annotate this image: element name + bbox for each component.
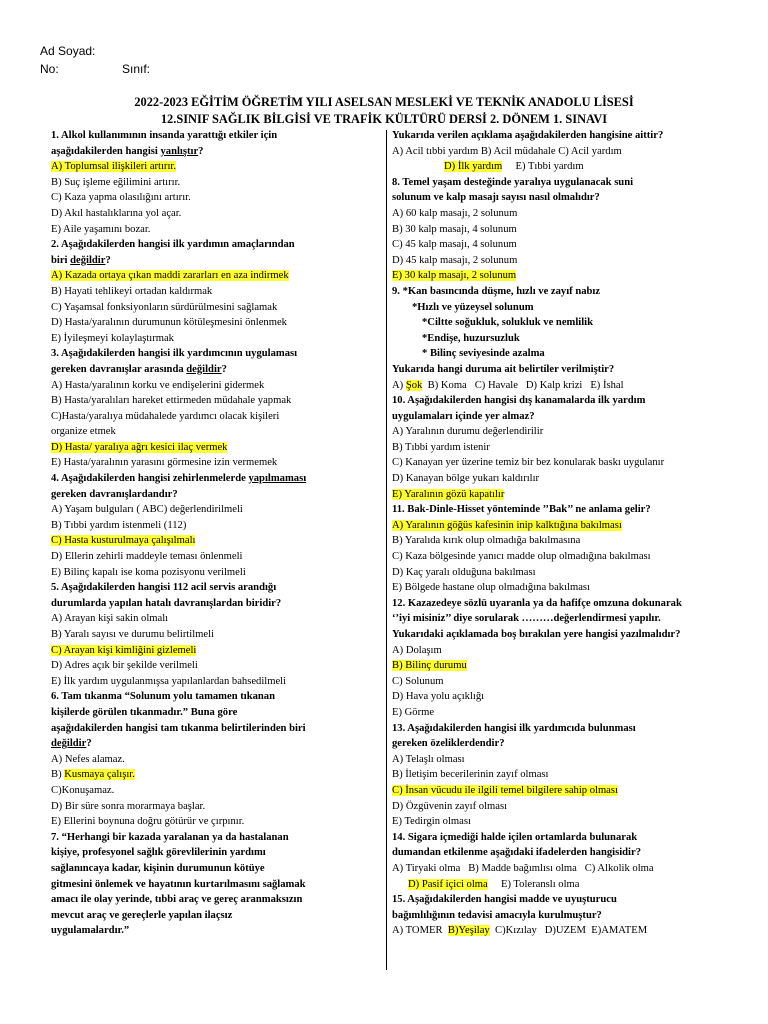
- question-10-stem: 10. Aşağıdakilerden hangisi dış kanamalarda ilk yardım: [392, 395, 646, 407]
- question-9-option-a: Şok: [405, 379, 423, 391]
- right-column: [392, 128, 752, 939]
- question-12-option-e: E) Görme: [392, 706, 435, 718]
- question-12-stem: 12. Kazazedeye sözlü uyaranla ya da hafifçe omzuna dokunarak: [392, 597, 682, 609]
- question-12-option-d: D) Hava yolu açıklığı: [392, 691, 485, 703]
- question-1-option-b: B) Suç işleme eğilimini artırır.: [51, 176, 181, 188]
- question-3-option-e: E) Hasta/yaralının yarasını görmesine izin vermemek: [51, 457, 278, 469]
- question-2-option-b: B) Hayati tehlikeyi ortadan kaldırmak: [51, 285, 213, 297]
- question-1-keyword: yanlıştır: [160, 145, 199, 157]
- question-5-option-c: C) Arayan kişi kimliğini gizlemeli: [51, 644, 197, 656]
- question-7-stem-4: gitmesini önlemek ve hayatının kurtarılmasını sağlamak: [51, 878, 306, 890]
- question-8-stem: 8. Temel yaşam desteğinde yaralıya uygulanacak suni: [392, 176, 634, 188]
- student-class-label: Sınıf:: [122, 62, 151, 76]
- question-2-option-e: E) İyileşmeyi kolaylaştırmak: [51, 332, 174, 344]
- exam-school-title: 2022-2023 EĞİTİM ÖĞRETİM YILI ASELSAN MESLEKİ VE TEKNİK ANADOLU LİSESİ: [134, 95, 634, 109]
- question-11: [392, 502, 752, 596]
- question-4: [51, 471, 379, 580]
- question-10-option-a: A) Yaralının durumu değerlendirilir: [392, 426, 544, 438]
- question-15-stem-cont: bağımlılığının tedavisi amacıyla kurulmuştur?: [392, 909, 602, 921]
- question-7-stem-2: kişiye, profesyonel sağlık görevlilerinin yardımı: [51, 847, 266, 859]
- question-7-stem: 7. “Herhangi bir kazada yaralanan ya da hastalanan: [51, 831, 289, 843]
- question-8-stem-cont: solunum ve kalp masajı sayısı nasıl olmalıdır?: [392, 192, 600, 204]
- question-8-option-b: B) 30 kalp masajı, 4 solunum: [392, 223, 517, 235]
- question-14-stem: 14. Sigara içmediği halde içilen ortamlarda bulunarak: [392, 831, 638, 843]
- question-8-option-d: D) 45 kalp masajı, 2 solunum: [392, 254, 518, 266]
- question-9-symptom-4: *Endişe, huzursuzluk: [422, 332, 520, 344]
- question-3-mark: ?: [221, 363, 227, 375]
- question-5-option-e: E) İlk yardım uygulanmışsa yapılanlardan bahsedilmeli: [51, 675, 287, 687]
- question-6-option-b-letter: B): [51, 769, 65, 781]
- question-8: [392, 175, 752, 284]
- question-10-option-b: B) Tıbbi yardım istenir: [392, 441, 490, 453]
- question-15-options-rest: C)Kızılay D)UZEM E)AMATEM: [489, 925, 648, 937]
- question-3-stem: 3. Aşağıdakilerden hangisi ilk yardımcının uygulaması: [51, 348, 298, 360]
- question-2-option-a: A) Kazada ortaya çıkan maddi zararları en aza indirmek: [51, 270, 289, 282]
- question-3-option-c: C)Hasta/yaralıya müdahalede yardımcı olacak kişileri: [51, 410, 280, 422]
- question-11-option-d: D) Kaç yaralı olduğuna bakılması: [392, 566, 536, 578]
- question-12-stem-cont: ‘’iyi misiniz’’ diye sorularak ………değerlendirmesi yapılır.: [392, 613, 661, 625]
- question-5: [51, 580, 379, 689]
- question-5-stem-cont: durumlarda yapılan hatalı davranışlardan biridir?: [51, 597, 282, 609]
- student-no-label: No:: [40, 62, 59, 76]
- question-13-option-e: E) Tedirgin olması: [392, 816, 471, 828]
- question-7-prompt: Yukarıda verilen açıklama aşağıdakilerden hangisine aittir?: [392, 130, 664, 141]
- question-6: [51, 689, 379, 829]
- question-4-stem: 4. Aşağıdakilerden hangisi zehirlenmelerde: [51, 473, 249, 485]
- question-6-keyword: değildir: [51, 738, 87, 750]
- question-7-stem-7: uygulamalardır.”: [51, 925, 130, 937]
- question-6-stem-cont-2: aşağıdakilerden hangisi tam tıkanma belirtilerinden biri: [51, 722, 306, 734]
- question-8-option-a: A) 60 kalp masajı, 2 solunum: [392, 207, 518, 219]
- question-11-stem: 11. Bak-Dinle-Hisset yönteminde ’’Bak’’ ne anlama gelir?: [392, 504, 651, 516]
- question-9-symptom-3: *Ciltte soğukluk, solukluk ve nemlilik: [422, 317, 594, 329]
- question-6-stem-cont: kişilerde görülen tıkanmadır.” Buna göre: [51, 706, 238, 718]
- question-13-stem: 13. Aşağıdakilerden hangisi ilk yardımcıda bulunması: [392, 722, 636, 734]
- question-2-option-d: D) Hasta/yaralının durumunun kötüleşmesini önlenmek: [51, 317, 287, 329]
- question-3: [51, 346, 379, 471]
- question-6-option-e: E) Ellerini boynuna doğru götürür ve çırpınır.: [51, 816, 245, 828]
- question-1-option-a: A) Toplumsal ilişkileri artırır.: [51, 161, 176, 173]
- question-1-option-e: E) Aile yaşamını bozar.: [51, 223, 151, 235]
- question-4-keyword: yapılmaması: [248, 473, 307, 485]
- question-3-option-b: B) Hasta/yaralıları hareket ettirmeden müdahale yapmak: [51, 395, 292, 407]
- question-14-option-d: D) Pasif içici olma: [408, 878, 488, 890]
- question-7-stem-3: sağlanıncaya kadar, kişinin durumunun kötüye: [51, 862, 265, 874]
- question-11-option-e: E) Bölgede hastane olup olmadığına bakılması: [392, 582, 590, 594]
- question-13: [392, 721, 752, 830]
- question-13-option-b: B) İletişim becerilerinin zayıf olması: [392, 769, 549, 781]
- question-3-option-c-cont: organize etmek: [51, 426, 116, 438]
- question-7-option-d: D) İlk yardım: [444, 161, 503, 173]
- question-7-continued: [392, 128, 752, 175]
- question-2-stem: 2. Aşağıdakilerden hangisi ilk yardımın amaçlarından: [51, 239, 295, 251]
- question-9-symptom-5: * Bilinç seviyesinde azalma: [422, 348, 545, 360]
- question-9-symptom-2: *Hızlı ve yüzeysel solunum: [412, 301, 534, 313]
- question-11-option-c: C) Kaza bölgesinde yanıcı madde olup olmadığına bakılması: [392, 551, 651, 563]
- question-1: [51, 128, 379, 237]
- question-14-options-row-1: A) Tiryaki olma B) Madde bağımlısı olma C) Alkolik olma: [392, 862, 654, 874]
- question-4-option-a: A) Yaşam bulguları ( ABC) değerlendirilmeli: [51, 504, 243, 516]
- question-11-option-b: B) Yaralıda kırık olup olmadığa bakılmasına: [392, 535, 581, 547]
- student-name-label: Ad Soyad:: [40, 44, 96, 58]
- question-15-stem: 15. Aşağıdakilerden hangisi madde ve uyuşturucu: [392, 894, 617, 906]
- question-7-option-e: E) Tıbbi yardım: [502, 161, 584, 173]
- question-7-options-row-1: A) Acil tıbbi yardım B) Acil müdahale C) Acil yardım: [392, 145, 622, 157]
- question-6-mark: ?: [86, 738, 92, 750]
- question-5-stem: 5. Aşağıdakilerden hangisi 112 acil servis arandığı: [51, 582, 277, 594]
- question-7: [51, 830, 379, 939]
- question-6-stem: 6. Tam tıkanma “Solunum yolu tamamen tıkanan: [51, 691, 275, 703]
- question-8-option-e: E) 30 kalp masajı, 2 solunum: [392, 270, 517, 282]
- question-15: [392, 892, 752, 939]
- question-12-option-a: A) Dolaşım: [392, 644, 442, 656]
- question-14: [392, 830, 752, 892]
- question-2-option-c: C) Yaşamsal fonksiyonların sürdürülmesini sağlamak: [51, 301, 278, 313]
- question-4-option-b: B) Tıbbi yardım istenmeli (112): [51, 519, 187, 531]
- question-3-option-a: A) Hasta/yaralının korku ve endişelerini gidermek: [51, 379, 265, 391]
- question-15-option-b: B)Yeşilay: [447, 925, 490, 937]
- question-10-option-e: E) Yaralının gözü kapatılır: [392, 488, 505, 500]
- left-column: [51, 128, 379, 939]
- question-5-option-b: B) Yaralı sayısı ve durumu belirtilmeli: [51, 629, 215, 640]
- question-3-option-d: D) Hasta/ yaralıya ağrı kesici ilaç vermek: [51, 441, 228, 453]
- question-1-stem-cont: aşağıdakilerden hangisi: [51, 145, 161, 157]
- question-12-option-b: B) Bilinç durumu: [392, 660, 467, 672]
- question-10-stem-cont: uygulamaları içinde yer almaz?: [392, 410, 535, 422]
- question-10: [392, 393, 752, 502]
- question-9-options-rest: B) Koma C) Havale D) Kalp krizi E) İshal: [422, 379, 624, 391]
- question-10-option-d: D) Kanayan bölge yukarı kaldırılır: [392, 473, 540, 485]
- question-1-option-c: C) Kaza yapma olasılığını artırır.: [51, 192, 191, 204]
- question-12-option-c: C) Solunum: [392, 675, 444, 687]
- question-3-stem-cont: gereken davranışlar arasında: [51, 363, 187, 375]
- question-3-keyword: değildir: [186, 363, 222, 375]
- question-4-option-d: D) Ellerin zehirli maddeyle teması önlenmeli: [51, 551, 243, 563]
- question-9-stem: 9. *Kan basıncında düşme, hızlı ve zayıf nabız: [392, 285, 601, 297]
- question-1-stem: 1. Alkol kullanımının insanda yarattığı etkiler için: [51, 130, 278, 141]
- question-9-prompt: Yukarıda hangi duruma ait belirtiler verilmiştir?: [392, 363, 615, 375]
- question-2-mark: ?: [105, 254, 111, 266]
- question-5-option-d: D) Adres açık bir şekilde verilmeli: [51, 660, 198, 672]
- question-4-stem-cont: gereken davranışlardandır?: [51, 488, 178, 500]
- question-12: [392, 596, 752, 721]
- question-15-option-a: A) TOMER: [392, 925, 448, 937]
- question-13-stem-cont: gereken özeliklerdendir?: [392, 738, 505, 750]
- question-1-option-d: D) Akıl hastalıklarına yol açar.: [51, 207, 182, 219]
- question-1-mark: ?: [198, 145, 204, 157]
- question-6-option-c: C)Konuşamaz.: [51, 784, 115, 796]
- question-14-stem-cont: dumandan etkilenme aşağıdaki ifadelerden hangisidir?: [392, 847, 641, 859]
- question-13-option-d: D) Özgüvenin zayıf olması: [392, 800, 508, 812]
- question-2: [51, 237, 379, 346]
- question-14-option-e: E) Toleranslı olma: [487, 878, 580, 890]
- question-2-stem-cont: biri: [51, 254, 71, 266]
- question-7-stem-6: mevcut araç ve gereçlerle yapılan ilaçsız: [51, 909, 233, 921]
- question-4-option-e: E) Bilinç kapalı ise koma pozisyonu verilmeli: [51, 566, 246, 578]
- column-divider: [386, 130, 387, 970]
- question-5-option-a: A) Arayan kişi sakin olmalı: [51, 613, 169, 625]
- question-12-prompt: Yukarıdaki açıklamada boş bırakılan yere hangisi yazılmalıdır?: [392, 629, 681, 640]
- question-2-keyword: değildir: [70, 254, 106, 266]
- question-9-option-a-letter: A): [392, 379, 406, 391]
- question-6-option-d: D) Bir süre sonra morarmaya başlar.: [51, 800, 206, 812]
- question-10-option-c: C) Kanayan yer üzerine temiz bir bez konularak baskı uygulanır: [392, 457, 665, 469]
- question-6-option-a: A) Nefes alamaz.: [51, 753, 125, 765]
- question-13-option-c: C) İnsan vücudu ile ilgili temel bilgilere sahip olması: [392, 784, 618, 796]
- question-13-option-a: A) Telaşlı olması: [392, 753, 465, 765]
- question-7-stem-5: amacı ile olay yerinde, tıbbi araç ve gereç aranmaksızın: [51, 894, 303, 906]
- question-11-option-a: A) Yaralının göğüs kafesinin inip kalktığına bakılması: [392, 519, 622, 531]
- question-9: [392, 284, 752, 393]
- question-6-option-b: Kusmaya çalışır.: [64, 769, 135, 781]
- exam-course-title: 12.SINIF SAĞLIK BİLGİSİ VE TRAFİK KÜLTÜRÜ DERSİ 2. DÖNEM 1. SINAVI: [160, 112, 608, 126]
- question-8-option-c: C) 45 kalp masajı, 4 solunum: [392, 239, 517, 251]
- question-4-option-c: C) Hasta kusturulmaya çalışılmalı: [51, 535, 196, 547]
